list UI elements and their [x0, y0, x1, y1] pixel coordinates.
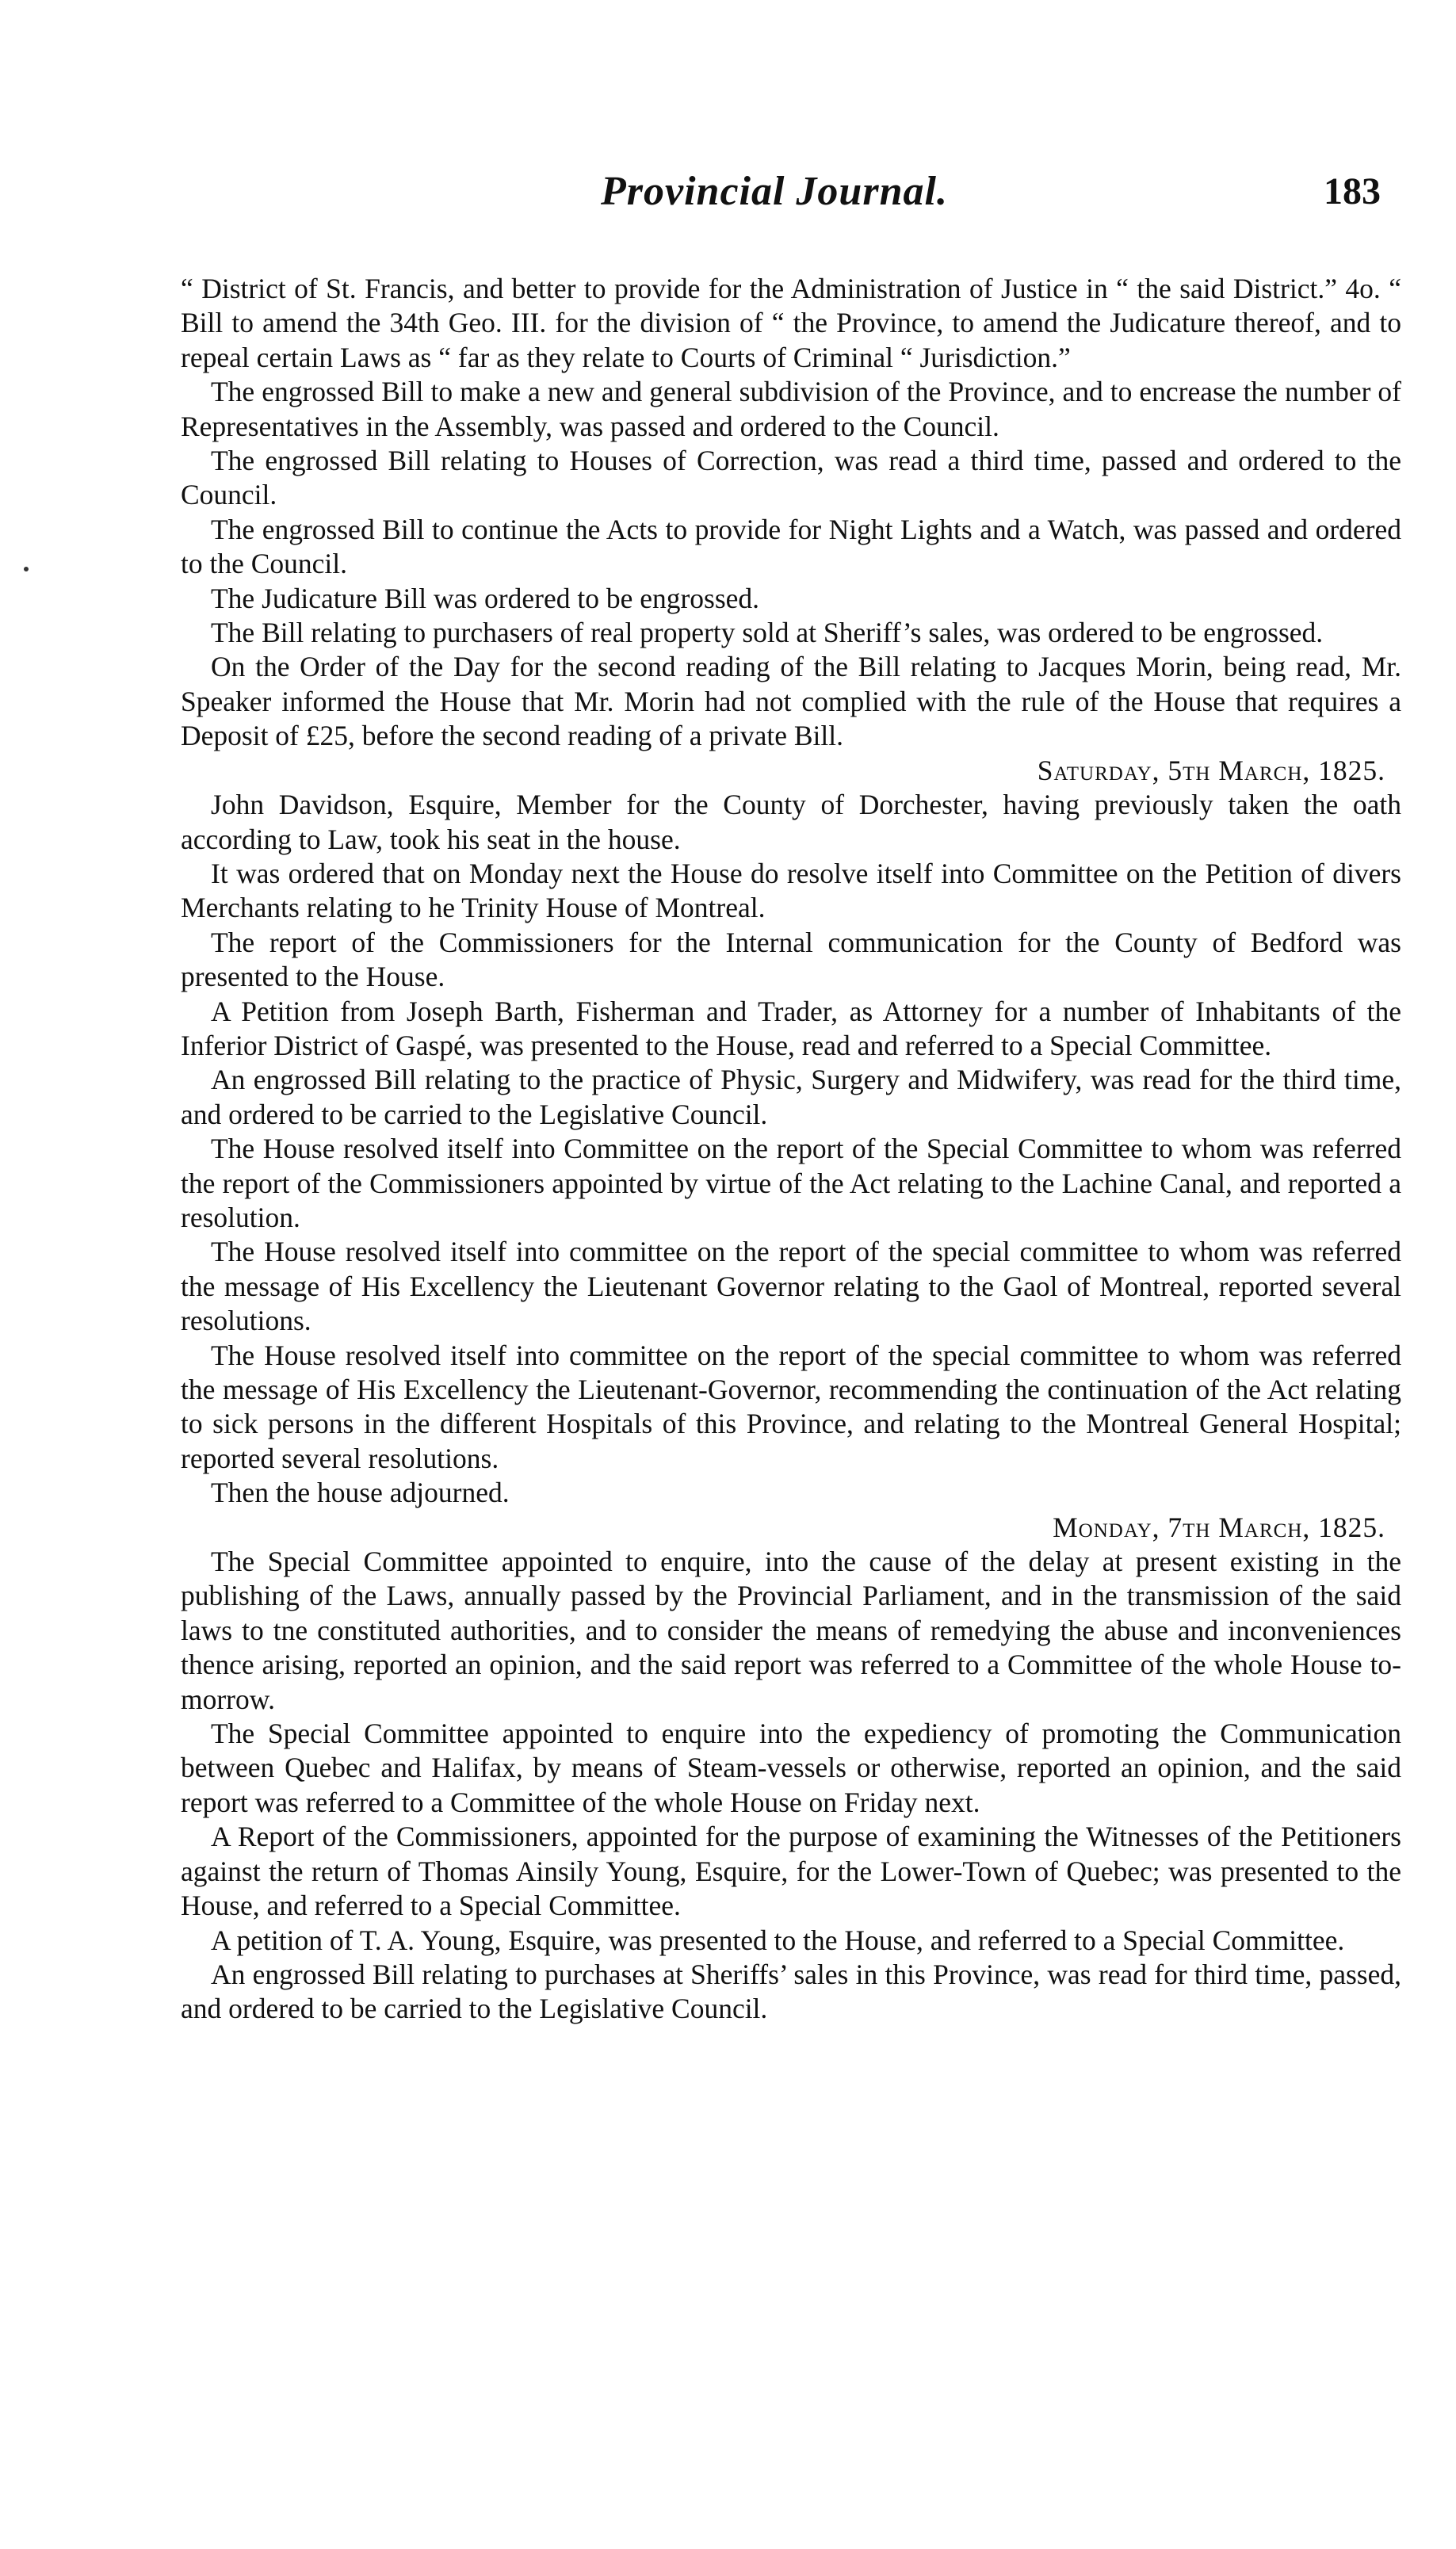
paragraph: On the Order of the Day for the second reading of the Bill relating to Jacques Morin, being read, Mr. Speaker informed the House that Mr. Morin had not complied with the rule of the House that requires a Deposit of £25, before the second reading of a private Bill. — [181, 651, 1401, 752]
paragraph: The engrossed Bill to continue the Acts to provide for Night Lights and a Watch, was passed and ordered to the Council. — [181, 513, 1401, 580]
paragraph: The Judicature Bill was ordered to be engrossed. — [211, 582, 760, 614]
paragraph-continued: “ District of St. Francis, and better to provide for the Administration of Justice in “ the said District.” 4o. “ Bill to amend the 34th Geo. III. for the division of “ the Province, to amend the Judicature thereof, and to repeal certain Laws as “ far as they relate to Courts of Criminal “ Jurisdiction.” — [181, 273, 1401, 373]
journal-page — [181, 0, 1401, 2025]
running-title: Provincial Journal. — [601, 169, 948, 214]
page-number: 183 — [1324, 170, 1381, 212]
paragraph: An engrossed Bill relating to purchases at Sheriffs’ sales in this Province, was read for third time, passed, and ordered to be carried to the Legislative Council. — [181, 1958, 1401, 2025]
paragraph: A petition of T. A. Young, Esquire, was presented to the House, and referred to a Special Committee. — [211, 1924, 1345, 1956]
paragraph: An engrossed Bill relating to the practice of Physic, Surgery and Midwifery, was read for the third time, and ordered to be carried to the Legislative Council. — [181, 1064, 1401, 1130]
page-header — [181, 0, 1401, 238]
paragraph: The Bill relating to purchasers of real property sold at Sheriff’s sales, was ordered to be engrossed. — [211, 617, 1324, 649]
paragraph: A Report of the Commissioners, appointed for the purpose of examining the Witnesses of the Petitioners against the return of Thomas Ainsily Young, Esquire, for the Lower-Town of Quebec; was presented to the House, and referred to a Special Committee. — [181, 1821, 1401, 1922]
date-heading-saturday: Saturday, 5th March, 1825. — [1037, 754, 1385, 786]
paragraph: John Davidson, Esquire, Member for the County of Dorchester, having previously taken the oath according to Law, took his seat in the house. — [181, 789, 1401, 855]
paragraph: Then the house adjourned. — [211, 1477, 510, 1509]
paragraph: The Special Committee appointed to enquire into the expediency of promoting the Communication between Quebec and Halifax, by means of Steam-vessels or otherwise, reported an opinion, and the said report was referred to a Committee of the whole House on Friday next. — [181, 1718, 1401, 1818]
margin-ink-dot — [24, 567, 29, 571]
paragraph: The report of the Commissioners for the Internal communication for the County of Bedford was presented to the House. — [181, 926, 1401, 993]
paragraph: The House resolved itself into committee on the report of the special committee to whom was referred the message of His Excellency the Lieutenant-Governor, recommending the continuation of the Act relating to sick persons in the different Hospitals of this Province, and relating to the Montreal General Hospital; reported several resolutions. — [181, 1339, 1401, 1474]
journal-body — [181, 272, 1401, 2027]
paragraph: A Petition from Joseph Barth, Fisherman and Trader, as Attorney for a number of Inhabitants of the Inferior District of Gaspé, was presented to the House, read and referred to a Special Committee. — [181, 995, 1401, 1061]
paragraph: The engrossed Bill relating to Houses of Correction, was read a third time, passed and ordered to the Council. — [181, 445, 1401, 511]
paragraph: The House resolved itself into Committee on the report of the Special Committee to whom was referred the report of the Commissioners appointed by virtue of the Act relating to the Lachine Canal, and reported a resolution. — [181, 1133, 1401, 1233]
paragraph: It was ordered that on Monday next the House do resolve itself into Committee on the Petition of divers Merchants relating to he Trinity House of Montreal. — [181, 857, 1401, 924]
date-heading-monday: Monday, 7th March, 1825. — [1053, 1511, 1385, 1543]
paragraph: The engrossed Bill to make a new and general subdivision of the Province, and to encrease the number of Representatives in the Assembly, was passed and ordered to the Council. — [181, 376, 1401, 442]
paragraph: The House resolved itself into committee on the report of the special committee to whom was referred the message of His Excellency the Lieutenant Governor relating to the Gaol of Montreal, reported several resolutions. — [181, 1236, 1401, 1337]
paragraph: The Special Committee appointed to enquire, into the cause of the delay at present existing in the publishing of the Laws, annually passed by the Provincial Parliament, and in the transmission of the said laws to tne constituted authorities, and to consider the means of remedying the abuse and inconveniences thence arising, reported an opinion, and the said report was referred to a Committee of the whole House to-morrow. — [181, 1546, 1401, 1715]
